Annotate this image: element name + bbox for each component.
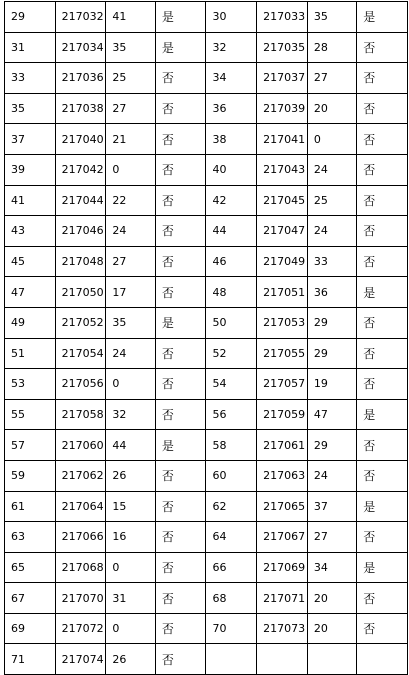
cell-index: 52 [206, 338, 257, 369]
cell-id: 217071 [257, 583, 308, 614]
cell-id: 217047 [257, 216, 308, 247]
cell-value: 21 [106, 124, 155, 155]
cell-value: 26 [106, 460, 155, 491]
table-row [5, 124, 408, 155]
cell-index: 53 [5, 369, 56, 400]
cell-id: 217072 [55, 613, 106, 644]
cell-id: 217033 [257, 2, 308, 33]
cell-id: 217057 [257, 369, 308, 400]
cell-id: 217069 [257, 552, 308, 583]
cell-id: 217049 [257, 246, 308, 277]
cell-flag: 否 [155, 491, 206, 522]
cell-index: 68 [206, 583, 257, 614]
cell-flag: 否 [357, 522, 408, 553]
table-row [5, 277, 408, 308]
table-row [5, 644, 408, 675]
cell-value: 28 [307, 32, 356, 63]
cell-value: 31 [106, 583, 155, 614]
cell-index: 29 [5, 2, 56, 33]
cell-flag: 否 [357, 32, 408, 63]
cell-index: 67 [5, 583, 56, 614]
cell-id: 217058 [55, 399, 106, 430]
cell-value: 29 [307, 307, 356, 338]
cell-index: 61 [5, 491, 56, 522]
cell-value: 35 [106, 32, 155, 63]
cell-value: 47 [307, 399, 356, 430]
cell-value: 24 [307, 460, 356, 491]
cell-index: 58 [206, 430, 257, 461]
table-row [5, 93, 408, 124]
table-row [5, 246, 408, 277]
cell-id [257, 644, 308, 675]
cell-flag: 否 [357, 93, 408, 124]
cell-id: 217043 [257, 154, 308, 185]
cell-value: 29 [307, 430, 356, 461]
cell-flag: 否 [155, 63, 206, 94]
table-row [5, 399, 408, 430]
cell-index: 33 [5, 63, 56, 94]
cell-flag: 否 [155, 522, 206, 553]
cell-id: 217040 [55, 124, 106, 155]
cell-value: 24 [106, 216, 155, 247]
cell-flag: 是 [357, 2, 408, 33]
cell-id: 217074 [55, 644, 106, 675]
cell-index: 34 [206, 63, 257, 94]
cell-index: 44 [206, 216, 257, 247]
cell-index: 66 [206, 552, 257, 583]
cell-flag: 否 [357, 338, 408, 369]
cell-value: 20 [307, 583, 356, 614]
table-row [5, 460, 408, 491]
cell-id: 217042 [55, 154, 106, 185]
cell-flag: 否 [155, 124, 206, 155]
cell-id: 217032 [55, 2, 106, 33]
cell-id: 217034 [55, 32, 106, 63]
cell-index: 62 [206, 491, 257, 522]
cell-flag: 否 [155, 644, 206, 675]
cell-value: 25 [307, 185, 356, 216]
cell-flag: 否 [357, 124, 408, 155]
cell-id: 217062 [55, 460, 106, 491]
cell-id: 217037 [257, 63, 308, 94]
cell-id: 217066 [55, 522, 106, 553]
cell-index: 57 [5, 430, 56, 461]
cell-flag: 否 [155, 185, 206, 216]
cell-flag: 否 [155, 277, 206, 308]
cell-index: 40 [206, 154, 257, 185]
cell-value: 22 [106, 185, 155, 216]
table-row [5, 369, 408, 400]
cell-flag: 否 [155, 583, 206, 614]
cell-id: 217046 [55, 216, 106, 247]
cell-value: 27 [307, 63, 356, 94]
cell-index: 43 [5, 216, 56, 247]
cell-value: 35 [307, 2, 356, 33]
cell-flag: 是 [155, 2, 206, 33]
cell-index: 60 [206, 460, 257, 491]
cell-flag: 否 [357, 583, 408, 614]
cell-flag: 否 [357, 246, 408, 277]
cell-id: 217036 [55, 63, 106, 94]
cell-index: 31 [5, 32, 56, 63]
cell-value: 15 [106, 491, 155, 522]
cell-flag: 否 [155, 93, 206, 124]
cell-index: 47 [5, 277, 56, 308]
cell-flag: 否 [357, 613, 408, 644]
cell-id: 217052 [55, 307, 106, 338]
cell-value: 33 [307, 246, 356, 277]
cell-index: 38 [206, 124, 257, 155]
record-table [4, 1, 408, 675]
cell-value: 35 [106, 307, 155, 338]
cell-flag: 否 [155, 216, 206, 247]
table-body [5, 2, 408, 675]
cell-id: 217055 [257, 338, 308, 369]
cell-value: 36 [307, 277, 356, 308]
cell-value: 0 [307, 124, 356, 155]
cell-index: 63 [5, 522, 56, 553]
cell-index [206, 644, 257, 675]
table-row [5, 583, 408, 614]
cell-flag: 否 [357, 154, 408, 185]
cell-value: 29 [307, 338, 356, 369]
cell-flag [357, 644, 408, 675]
table-row [5, 338, 408, 369]
cell-index: 55 [5, 399, 56, 430]
cell-value: 37 [307, 491, 356, 522]
cell-value: 27 [106, 246, 155, 277]
cell-flag: 否 [357, 307, 408, 338]
cell-flag: 是 [357, 399, 408, 430]
cell-value: 24 [307, 154, 356, 185]
cell-id: 217044 [55, 185, 106, 216]
cell-id: 217067 [257, 522, 308, 553]
cell-index: 35 [5, 93, 56, 124]
cell-index: 48 [206, 277, 257, 308]
cell-value: 0 [106, 154, 155, 185]
cell-id: 217035 [257, 32, 308, 63]
cell-value: 0 [106, 552, 155, 583]
table-row [5, 307, 408, 338]
cell-id: 217061 [257, 430, 308, 461]
cell-id: 217045 [257, 185, 308, 216]
cell-flag: 是 [155, 430, 206, 461]
cell-id: 217064 [55, 491, 106, 522]
cell-value: 27 [106, 93, 155, 124]
cell-value: 20 [307, 93, 356, 124]
cell-id: 217038 [55, 93, 106, 124]
cell-id: 217060 [55, 430, 106, 461]
cell-index: 46 [206, 246, 257, 277]
table-row [5, 63, 408, 94]
cell-value: 44 [106, 430, 155, 461]
cell-index: 41 [5, 185, 56, 216]
cell-flag: 否 [155, 613, 206, 644]
cell-flag: 是 [357, 552, 408, 583]
cell-value: 19 [307, 369, 356, 400]
cell-value: 25 [106, 63, 155, 94]
cell-index: 59 [5, 460, 56, 491]
cell-id: 217051 [257, 277, 308, 308]
table-row [5, 185, 408, 216]
cell-value: 34 [307, 552, 356, 583]
cell-index: 37 [5, 124, 56, 155]
cell-id: 217065 [257, 491, 308, 522]
cell-flag: 是 [155, 307, 206, 338]
cell-flag: 否 [357, 460, 408, 491]
table-row [5, 613, 408, 644]
cell-flag: 否 [357, 63, 408, 94]
cell-value: 16 [106, 522, 155, 553]
cell-flag: 是 [357, 277, 408, 308]
table-row [5, 430, 408, 461]
cell-flag: 否 [155, 399, 206, 430]
cell-index: 69 [5, 613, 56, 644]
cell-flag: 否 [357, 216, 408, 247]
cell-index: 51 [5, 338, 56, 369]
cell-index: 50 [206, 307, 257, 338]
cell-index: 56 [206, 399, 257, 430]
cell-index: 49 [5, 307, 56, 338]
cell-index: 65 [5, 552, 56, 583]
cell-id: 217070 [55, 583, 106, 614]
cell-index: 30 [206, 2, 257, 33]
cell-value: 0 [106, 613, 155, 644]
cell-value: 41 [106, 2, 155, 33]
cell-index: 70 [206, 613, 257, 644]
cell-flag: 是 [357, 491, 408, 522]
cell-id: 217073 [257, 613, 308, 644]
cell-index: 71 [5, 644, 56, 675]
cell-index: 39 [5, 154, 56, 185]
cell-value: 24 [106, 338, 155, 369]
cell-id: 217054 [55, 338, 106, 369]
cell-id: 217053 [257, 307, 308, 338]
table-row [5, 154, 408, 185]
cell-index: 36 [206, 93, 257, 124]
cell-value: 32 [106, 399, 155, 430]
cell-id: 217050 [55, 277, 106, 308]
table-row [5, 552, 408, 583]
cell-id: 217039 [257, 93, 308, 124]
cell-flag: 否 [357, 185, 408, 216]
cell-flag: 否 [357, 369, 408, 400]
table-row [5, 522, 408, 553]
cell-flag: 否 [155, 460, 206, 491]
cell-flag: 否 [155, 552, 206, 583]
cell-flag: 是 [155, 32, 206, 63]
cell-index: 32 [206, 32, 257, 63]
table-row [5, 2, 408, 33]
cell-id: 217056 [55, 369, 106, 400]
table-row [5, 32, 408, 63]
cell-value: 26 [106, 644, 155, 675]
cell-index: 54 [206, 369, 257, 400]
cell-index: 64 [206, 522, 257, 553]
cell-flag: 否 [357, 430, 408, 461]
cell-flag: 否 [155, 154, 206, 185]
cell-flag: 否 [155, 338, 206, 369]
cell-id: 217041 [257, 124, 308, 155]
cell-index: 45 [5, 246, 56, 277]
cell-flag: 否 [155, 246, 206, 277]
cell-value: 20 [307, 613, 356, 644]
cell-id: 217068 [55, 552, 106, 583]
cell-id: 217063 [257, 460, 308, 491]
cell-value [307, 644, 356, 675]
cell-flag: 否 [155, 369, 206, 400]
table-row [5, 491, 408, 522]
cell-id: 217059 [257, 399, 308, 430]
cell-value: 27 [307, 522, 356, 553]
table-row [5, 216, 408, 247]
cell-index: 42 [206, 185, 257, 216]
cell-id: 217048 [55, 246, 106, 277]
cell-value: 0 [106, 369, 155, 400]
cell-value: 24 [307, 216, 356, 247]
cell-value: 17 [106, 277, 155, 308]
